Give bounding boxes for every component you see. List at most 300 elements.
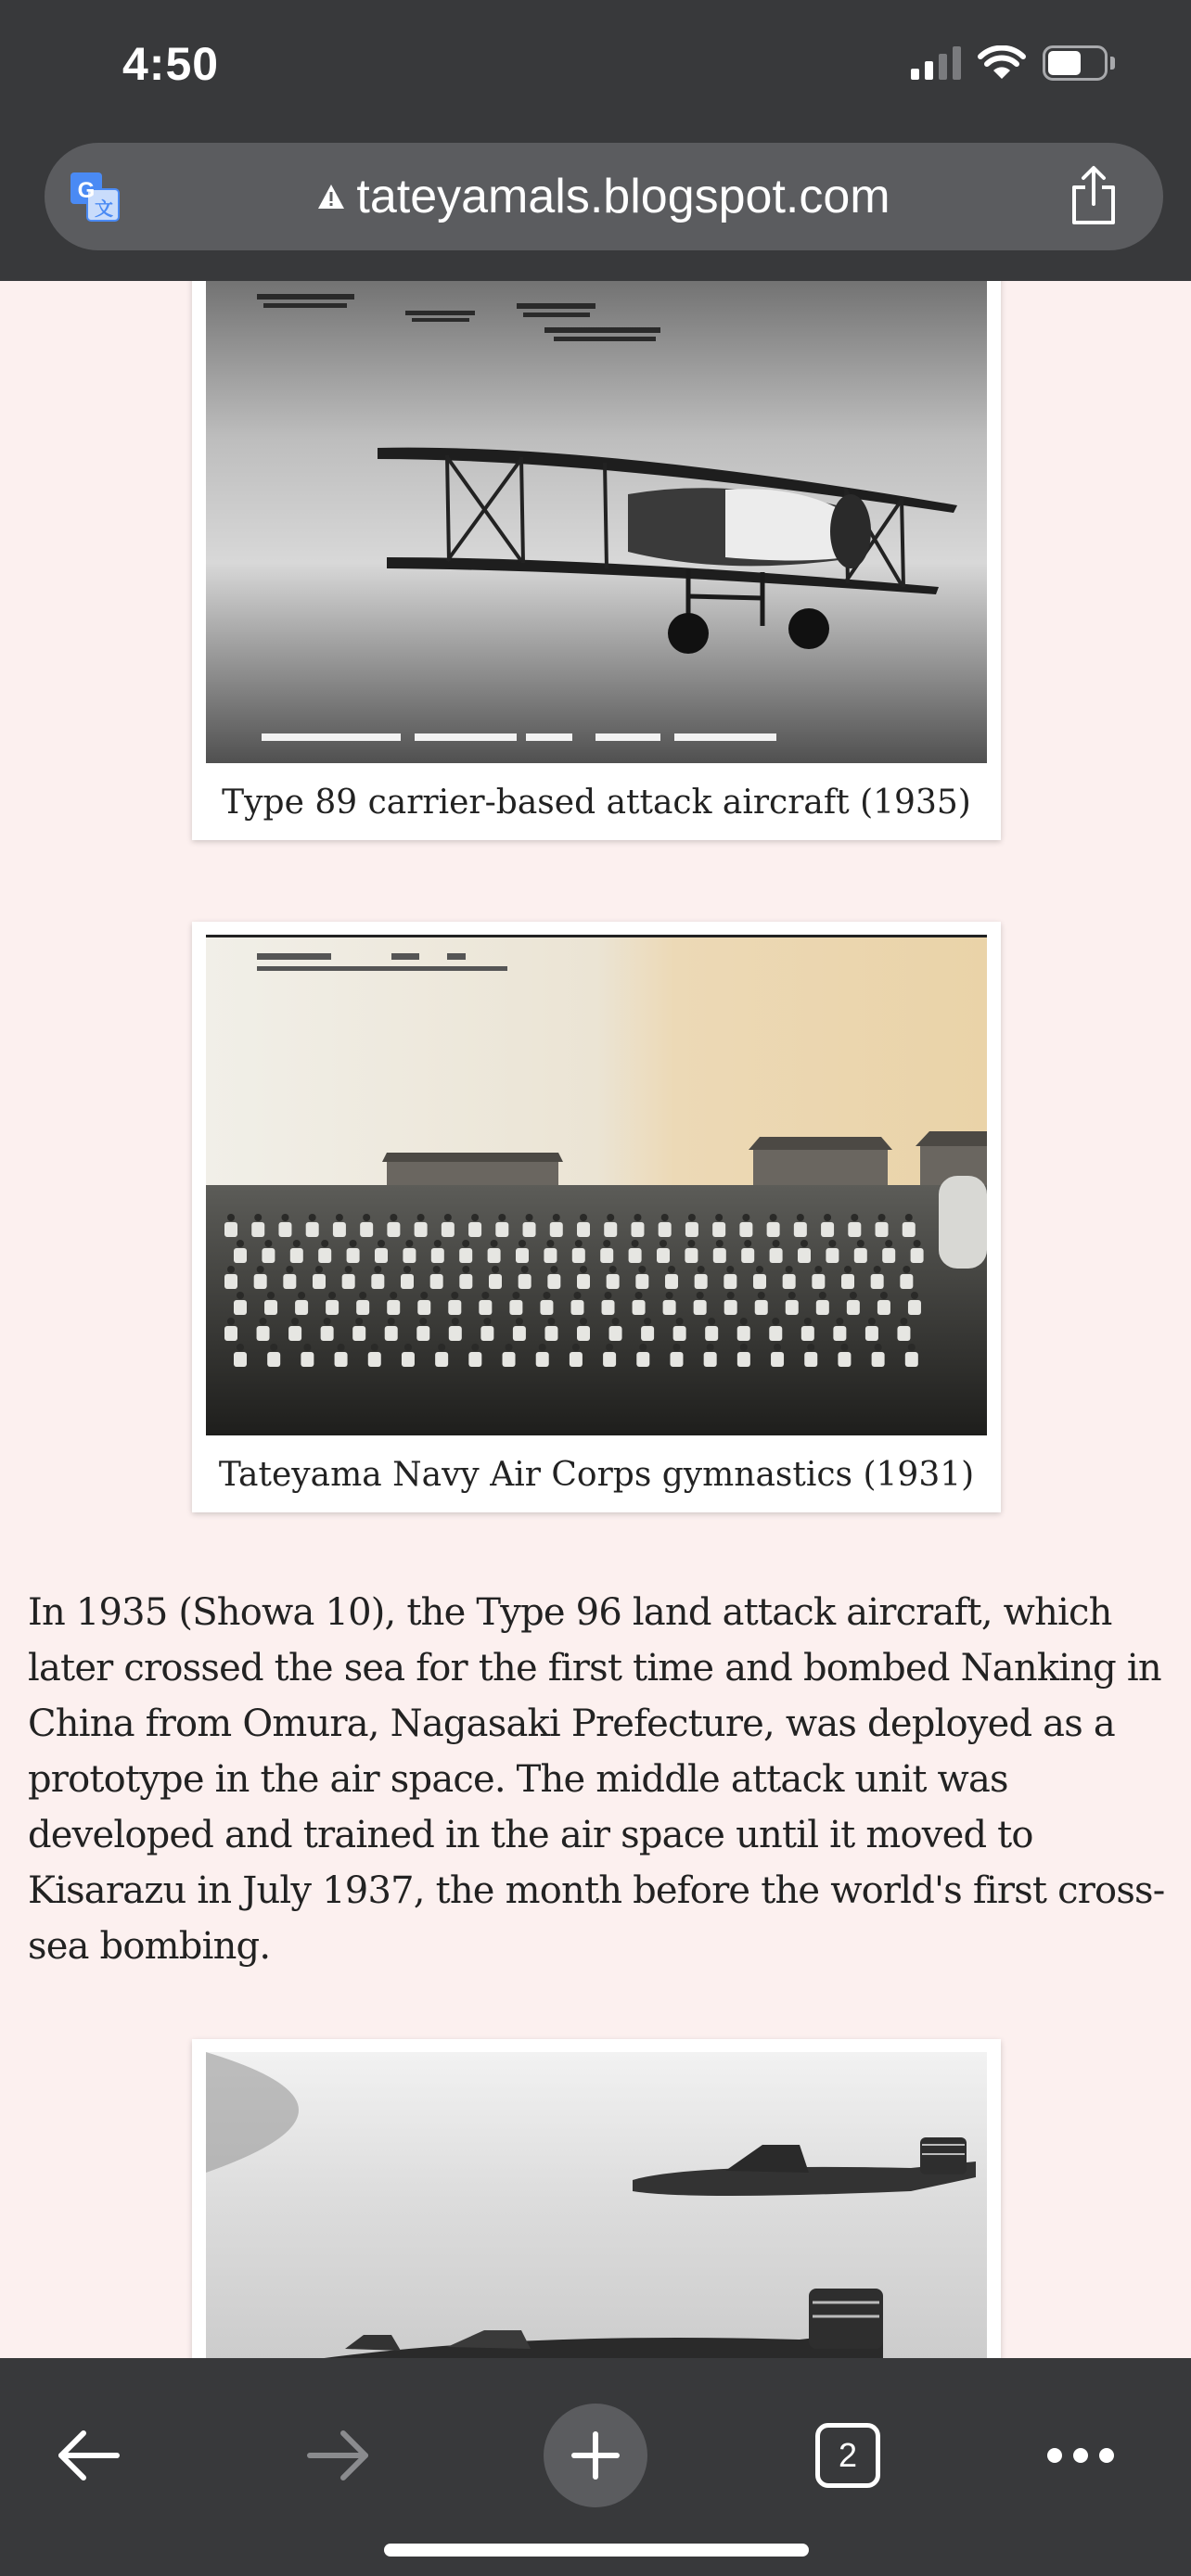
cellular-signal-icon: [911, 46, 961, 80]
crowd-figure-head: [911, 1292, 918, 1299]
photo-type89-aircraft[interactable]: [206, 281, 987, 763]
crowd-figure: [705, 1326, 718, 1341]
crowd-figure: [387, 1300, 400, 1315]
crowd-figure-head: [483, 1318, 491, 1325]
crowd-figure: [724, 1274, 736, 1289]
crowd-figure-head: [293, 1240, 301, 1247]
crowd-figure-head: [257, 1266, 264, 1273]
crowd-figure: [544, 1326, 557, 1341]
crowd-figure-head: [875, 1344, 882, 1351]
crowd-figure: [657, 1248, 670, 1263]
crowd-figure-head: [516, 1318, 523, 1325]
crowd-figure-head: [419, 1318, 427, 1325]
crowd-figure-head: [519, 1240, 526, 1247]
crowd-figure-head: [727, 1292, 735, 1299]
crowd-figure-head: [788, 1292, 796, 1299]
crowd-figure-head: [374, 1266, 381, 1273]
crowd-figure-head: [345, 1266, 352, 1273]
crowd-figure-head: [264, 1240, 272, 1247]
crowd-figure-head: [612, 1318, 620, 1325]
crowd-figure: [342, 1274, 355, 1289]
crowd-figure: [401, 1274, 414, 1289]
status-icons: [911, 45, 1115, 82]
crowd-figure: [663, 1300, 676, 1315]
crowd-figure-head: [371, 1344, 378, 1351]
crowd-figure-head: [880, 1292, 888, 1299]
bombers-photo-image: [206, 2052, 987, 2358]
crowd-figure: [872, 1352, 885, 1367]
biplane-photo-image: [206, 281, 987, 763]
crowd-figure-head: [857, 1240, 864, 1247]
crowd-figure: [635, 1274, 648, 1289]
crowd-figure-head: [270, 1344, 277, 1351]
crowd-figure: [871, 1274, 884, 1289]
back-arrow-icon: [56, 2429, 121, 2481]
crowd-figure-head: [553, 1214, 560, 1221]
crowd-figure-head: [687, 1240, 695, 1247]
crowd-figure: [356, 1300, 369, 1315]
crowd-figure-head: [740, 1344, 748, 1351]
svg-text:文: 文: [95, 199, 113, 220]
crowd-figure-head: [390, 1214, 397, 1221]
crowd-figure: [431, 1248, 444, 1263]
crowd-figure-head: [661, 1214, 669, 1221]
crowd-figure-head: [321, 1240, 328, 1247]
crowd-figure: [794, 1222, 807, 1237]
crowd-figure-head: [227, 1318, 235, 1325]
crowd-figure-head: [672, 1344, 680, 1351]
crowd-figure-head: [237, 1344, 244, 1351]
crowd-figure-head: [828, 1240, 836, 1247]
crowd-figure-head: [606, 1344, 613, 1351]
crowd-figure: [540, 1300, 553, 1315]
crowd-figure-head: [836, 1318, 843, 1325]
crowd-figure: [278, 1222, 291, 1237]
crowd-figure: [333, 1222, 346, 1237]
crowd-figure: [536, 1352, 549, 1367]
crowd-figure-head: [324, 1318, 331, 1325]
figure-type89-aircraft: [192, 281, 1001, 840]
crowd-figure: [326, 1300, 339, 1315]
crowd-figure: [234, 1248, 247, 1263]
crowd-figure-head: [338, 1344, 345, 1351]
crowd-figure: [798, 1248, 811, 1263]
crowd-figure: [631, 1222, 644, 1237]
crowd-figure-head: [506, 1344, 513, 1351]
crowd-figure: [603, 1352, 616, 1367]
crowd-figure: [570, 1300, 583, 1315]
crowd-figure-head: [433, 1266, 441, 1273]
crowd-figure-head: [668, 1266, 675, 1273]
crowd-figure: [636, 1352, 649, 1367]
browser-bottom-toolbar: [0, 2358, 1191, 2576]
crowd-figure: [786, 1300, 799, 1315]
wifi-icon: [978, 45, 1026, 81]
crowd-figure-head: [260, 1318, 267, 1325]
crowd-figure: [403, 1248, 416, 1263]
crowd-figure-head: [291, 1318, 299, 1325]
web-page-content[interactable]: [0, 281, 1191, 2358]
crowd-figure: [838, 1352, 851, 1367]
crowd-figure-head: [726, 1266, 734, 1273]
crowd-figure-head: [546, 1240, 554, 1247]
crowd-figure: [712, 1222, 725, 1237]
crowd-figure: [577, 1222, 590, 1237]
crowd-figure-head: [708, 1318, 715, 1325]
crowd-figure: [769, 1326, 782, 1341]
crowd-figure: [347, 1248, 360, 1263]
crowd-figure-head: [715, 1214, 723, 1221]
crowd-figure-head: [267, 1292, 275, 1299]
crowd-figure-head: [388, 1318, 395, 1325]
crowd-figure: [516, 1248, 529, 1263]
crowd-figure: [911, 1248, 924, 1263]
crowd-figure: [468, 1352, 481, 1367]
crowd-figure: [641, 1326, 654, 1341]
crowd-figure-head: [609, 1266, 617, 1273]
crowd-figure: [572, 1248, 585, 1263]
tabs-icon: [815, 2423, 880, 2488]
crowd-figure: [251, 1222, 264, 1237]
crowd-figure: [459, 1274, 472, 1289]
crowd-figure: [375, 1248, 388, 1263]
crowd-figure-head: [526, 1214, 533, 1221]
crowd-figure-head: [742, 1214, 749, 1221]
gymnastics-photo-image: [206, 935, 987, 1435]
crowd-figure-head: [844, 1266, 852, 1273]
crowd-figure-head: [512, 1292, 519, 1299]
crowd-figure-head: [580, 1266, 587, 1273]
crowd-figure: [812, 1274, 825, 1289]
crowd-figure-head: [227, 1214, 235, 1221]
crowd-figure-head: [498, 1214, 506, 1221]
crowd-figure-head: [914, 1240, 921, 1247]
crowd-figure-head: [237, 1240, 244, 1247]
crowd-figure-head: [868, 1318, 876, 1325]
crowd-figure: [402, 1352, 415, 1367]
crowd-figure: [897, 1326, 910, 1341]
crowd-figure-head: [804, 1318, 812, 1325]
crowd-figure: [503, 1352, 516, 1367]
crowd-figure-head: [756, 1266, 763, 1273]
photo-gymnastics[interactable]: [206, 935, 987, 1435]
crowd-figure-head: [603, 1240, 610, 1247]
crowd-figure: [254, 1274, 267, 1289]
crowd-figure: [435, 1352, 448, 1367]
crowd-figure: [547, 1274, 560, 1289]
svg-text:G: G: [77, 178, 96, 203]
crowd-figure-head: [420, 1292, 428, 1299]
crowd-figure: [816, 1300, 829, 1315]
crowd-figure-head: [254, 1214, 262, 1221]
crowd-figure: [479, 1300, 492, 1315]
crowd-figure-head: [403, 1266, 411, 1273]
crowd-figure-head: [462, 1266, 469, 1273]
crowd-figure: [741, 1248, 754, 1263]
crowd-figure-head: [824, 1214, 831, 1221]
crowd-figure: [826, 1248, 839, 1263]
crowd-figure-head: [605, 1292, 612, 1299]
crowd-figure-head: [452, 1318, 459, 1325]
crowd-figure-head: [237, 1292, 244, 1299]
crowd-figure: [570, 1352, 583, 1367]
crowd-figure: [877, 1300, 890, 1315]
crowd-figure: [335, 1352, 348, 1367]
crowd-figure-head: [707, 1344, 714, 1351]
crowd-figure-head: [521, 1266, 529, 1273]
crowd-figure-head: [634, 1214, 641, 1221]
crowd-figure-head: [298, 1292, 305, 1299]
crowd-figure: [755, 1300, 768, 1315]
crowd-figure-head: [758, 1292, 765, 1299]
crowd-figure-head: [315, 1266, 323, 1273]
crowd-figure-head: [908, 1344, 916, 1351]
new-tab-button[interactable]: [544, 2395, 647, 2516]
crowd-figure-head: [444, 1214, 452, 1221]
crowd-figure: [513, 1326, 526, 1341]
url-display[interactable]: [45, 143, 1163, 250]
crowd-figure: [352, 1326, 365, 1341]
crowd-figure-head: [309, 1214, 316, 1221]
warning-icon: [317, 183, 345, 210]
share-icon[interactable]: [1067, 165, 1121, 226]
forward-arrow-icon: [306, 2429, 371, 2481]
crowd-figure: [264, 1300, 277, 1315]
crowd-figure-head: [355, 1318, 363, 1325]
browser-top-chrome: [0, 0, 1191, 281]
crowd-figure: [523, 1222, 536, 1237]
crowd-figure: [448, 1300, 461, 1315]
crowd-figure-head: [438, 1344, 445, 1351]
crowd-figure-head: [491, 1240, 498, 1247]
crowd-figure: [224, 1222, 237, 1237]
crowd-figure: [234, 1352, 247, 1367]
crowd-figure-head: [797, 1214, 804, 1221]
crowd-figure: [804, 1352, 817, 1367]
crowd-figure-head: [773, 1240, 780, 1247]
article-paragraph: In 1935 (Showa 10), the Type 96 land attack aircraft, which later crossed the sea for the first time and bombed Nanking in China from Omura, Nagasaki Prefecture, was deployed as a prototype in the air space. The middle attack unit was developed and trained in the air space until it moved to Kisarazu in July 1937, the month before the world's first cross-sea bombing.: [28, 1591, 1165, 1968]
crowd-figure: [753, 1274, 766, 1289]
crowd-figure: [234, 1300, 247, 1315]
address-bar[interactable]: [45, 143, 1163, 250]
home-indicator[interactable]: [384, 2544, 809, 2557]
crowd-figure: [544, 1248, 557, 1263]
crowd-figure: [604, 1222, 617, 1237]
crowd-figure-head: [885, 1240, 892, 1247]
crowd-figure-head: [819, 1292, 826, 1299]
crowd-figure-head: [639, 1344, 647, 1351]
crowd-figure-head: [451, 1292, 458, 1299]
crowd-figure: [848, 1222, 861, 1237]
status-time: 4:50: [122, 38, 220, 90]
url-text[interactable]: tateyamals.blogspot.com: [356, 170, 890, 223]
crowd-figure: [737, 1352, 750, 1367]
crowd-figure: [685, 1222, 698, 1237]
crowd-figure-head: [363, 1214, 370, 1221]
crowd-figure-head: [740, 1318, 748, 1325]
crowd-figure: [387, 1222, 400, 1237]
crowd-figure-head: [688, 1214, 696, 1221]
crowd-figure-head: [303, 1344, 311, 1351]
crowd-figure: [262, 1248, 275, 1263]
crowd-figure-head: [350, 1240, 357, 1247]
tabs-count: 2: [838, 2436, 858, 2474]
crowd-figure: [739, 1222, 752, 1237]
more-icon: [1045, 2446, 1116, 2465]
photo-bombers[interactable]: [206, 2052, 987, 2358]
crowd-figure: [368, 1352, 381, 1367]
crowd-figure: [267, 1352, 280, 1367]
crowd-figure: [550, 1222, 563, 1237]
crowd-figure: [673, 1326, 686, 1341]
crowd-figure: [821, 1222, 834, 1237]
crowd-figure: [306, 1222, 319, 1237]
crowd-figure: [257, 1326, 270, 1341]
crowd-figure: [607, 1274, 620, 1289]
crowd-figure-head: [905, 1214, 913, 1221]
forward-button[interactable]: [297, 2395, 380, 2516]
crowd-figure-head: [471, 1344, 479, 1351]
figure-caption: Tateyama Navy Air Corps gymnastics (1931): [218, 1456, 975, 1494]
crowd-figure: [288, 1326, 301, 1341]
crowd-figure-head: [434, 1240, 442, 1247]
crowd-figure: [770, 1248, 783, 1263]
crowd-figure: [767, 1222, 780, 1237]
plus-icon: [570, 2430, 621, 2480]
crowd-figure-head: [698, 1266, 705, 1273]
crowd-figure-head: [638, 1266, 646, 1273]
crowd-figure: [833, 1326, 846, 1341]
crowd-figure: [903, 1222, 916, 1237]
crowd-figure-head: [632, 1240, 639, 1247]
figure-gymnastics: [192, 922, 1001, 1512]
crowd-figure-head: [336, 1214, 343, 1221]
crowd-figure-head: [575, 1240, 583, 1247]
crowd-figure: [480, 1326, 493, 1341]
crowd-figure: [415, 1222, 428, 1237]
crowd-figure-head: [547, 1318, 555, 1325]
crowd-figure-head: [840, 1344, 848, 1351]
crowd-figure: [318, 1248, 331, 1263]
crowd-figure: [847, 1300, 860, 1315]
crowd-figure: [905, 1352, 918, 1367]
crowd-figure: [509, 1300, 522, 1315]
crowd-figure: [385, 1326, 398, 1341]
crowd-figure-head: [851, 1214, 858, 1221]
crowd-figure-head: [676, 1318, 684, 1325]
crowd-figure-head: [850, 1292, 857, 1299]
crowd-figure-head: [378, 1240, 385, 1247]
crowd-figure-head: [903, 1266, 910, 1273]
crowd-figure-head: [666, 1292, 673, 1299]
crowd-figure-head: [328, 1292, 336, 1299]
crowd-figure: [724, 1300, 737, 1315]
crowd-figure: [224, 1326, 237, 1341]
crowd-figure: [771, 1352, 784, 1367]
crowd-figure-head: [405, 1240, 413, 1247]
crowd-figure-head: [878, 1214, 886, 1221]
crowd-figure: [633, 1300, 646, 1315]
crowd-figure: [416, 1326, 429, 1341]
crowd-figure-head: [462, 1240, 469, 1247]
crowd-figure: [224, 1274, 237, 1289]
figure-bombers: [192, 2039, 1001, 2358]
crowd-figure: [694, 1300, 707, 1315]
crowd-figure-head: [227, 1266, 235, 1273]
crowd-figure-head: [900, 1318, 907, 1325]
crowd-figure: [577, 1326, 590, 1341]
crowd-figure: [665, 1274, 678, 1289]
crowd-figure: [577, 1274, 590, 1289]
crowd-figure: [417, 1300, 430, 1315]
crowd-figure: [854, 1248, 867, 1263]
crowd-figure-head: [539, 1344, 546, 1351]
battery-icon: [1043, 45, 1115, 81]
crowd-figure: [659, 1222, 672, 1237]
crowd-figure: [882, 1248, 895, 1263]
crowd-figure-head: [716, 1240, 724, 1247]
crowd-figure-head: [404, 1344, 412, 1351]
crowd-figure-head: [580, 1318, 587, 1325]
crowd-figure-head: [286, 1266, 293, 1273]
crowd-figure-head: [770, 1214, 777, 1221]
crowd-figure: [488, 1248, 501, 1263]
crowd-figure: [468, 1222, 481, 1237]
crowd-figure: [704, 1352, 717, 1367]
tabs-button[interactable]: [811, 2395, 885, 2516]
crowd-figure: [876, 1222, 889, 1237]
crowd-figure-head: [814, 1266, 822, 1273]
crowd-figure: [908, 1300, 921, 1315]
crowd-figure-head: [607, 1214, 614, 1221]
crowd-figure: [713, 1248, 726, 1263]
crowd-figure: [360, 1222, 373, 1237]
crowd-figure: [283, 1274, 296, 1289]
crowd-figure: [865, 1326, 878, 1341]
crowd-figure-head: [697, 1292, 704, 1299]
crowd-figure: [783, 1274, 796, 1289]
crowd-figure-head: [644, 1318, 651, 1325]
crowd-figure: [321, 1326, 334, 1341]
crowd-figure: [301, 1352, 314, 1367]
crowd-figure: [801, 1326, 814, 1341]
crowd-figure-head: [800, 1240, 808, 1247]
crowd-figure: [737, 1326, 750, 1341]
crowd-figure: [629, 1248, 642, 1263]
crowd-figure-head: [572, 1344, 580, 1351]
crowd-figure: [695, 1274, 708, 1289]
crowd-figure: [602, 1300, 615, 1315]
crowd-figure-head: [417, 1214, 425, 1221]
crowd-figure: [295, 1300, 308, 1315]
crowd-figure: [449, 1326, 462, 1341]
crowd-figure-head: [874, 1266, 881, 1273]
crowd-figure: [900, 1274, 913, 1289]
more-menu-button[interactable]: [1039, 2395, 1122, 2516]
back-button[interactable]: [46, 2395, 130, 2516]
crowd-figure-head: [471, 1214, 479, 1221]
crowd-figure: [313, 1274, 326, 1289]
crowd-figure-head: [807, 1344, 814, 1351]
crowd-figure-head: [774, 1344, 781, 1351]
crowd-figure-head: [281, 1214, 288, 1221]
crowd-figure-head: [786, 1266, 793, 1273]
crowd-figure: [489, 1274, 502, 1289]
crowd-figure: [609, 1326, 622, 1341]
crowd-figure: [670, 1352, 683, 1367]
crowd-figure-head: [550, 1266, 557, 1273]
crowd-figure: [685, 1248, 698, 1263]
